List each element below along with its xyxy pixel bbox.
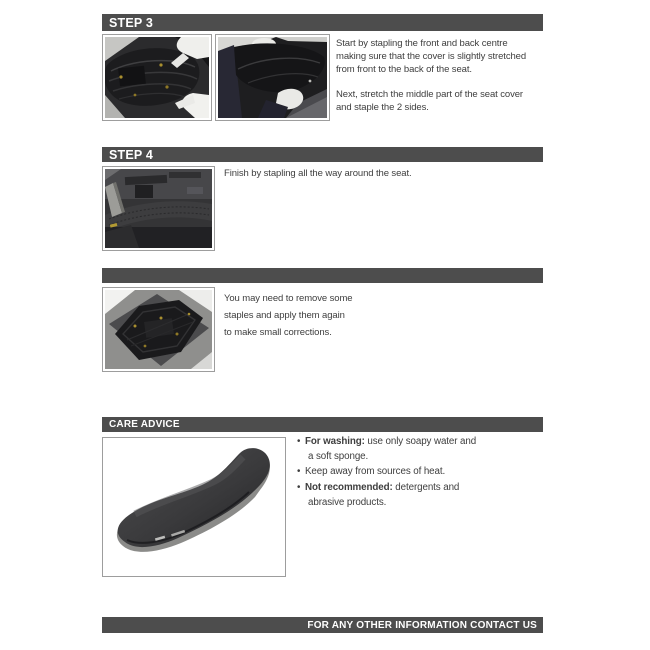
bullet-continuation: abrasive products. — [308, 496, 387, 508]
footer-label: FOR ANY OTHER INFORMATION CONTACT US — [307, 619, 537, 631]
bullet-rest: Keep away from sources of heat. — [305, 466, 446, 478]
bullet-text — [305, 480, 459, 495]
step3-header-bar — [102, 14, 543, 31]
text-line: Start by stapling the front and back centre — [336, 38, 508, 49]
care-header-bar — [102, 417, 543, 432]
care-advice-list — [297, 434, 542, 510]
step3-title: STEP 3 — [109, 15, 154, 30]
text-line: Next, stretch the middle part of the seat cover — [336, 89, 523, 100]
step4-title: STEP 4 — [109, 147, 154, 162]
care-bullet — [297, 480, 542, 495]
bullet-text — [305, 464, 445, 479]
footer-bar — [102, 617, 543, 633]
cover-stretch-illustration — [218, 37, 327, 118]
bullet-continuation: a soft sponge. — [308, 451, 369, 463]
care-title: CARE ADVICE — [109, 419, 180, 430]
care-bullet — [297, 464, 542, 479]
bullet-rest: use only soapy water and — [364, 436, 477, 447]
photo-seat-underside-stapling — [102, 34, 212, 121]
paragraph-gap — [336, 76, 546, 88]
care-bullet — [297, 434, 542, 449]
photo-seat-bottom-view — [102, 287, 215, 372]
seat-bottom-illustration — [105, 290, 212, 369]
bullet-bold: For washing: — [305, 436, 365, 447]
photo-seat-edge-stapling — [102, 166, 215, 251]
photo-seat-cover-stretching — [215, 34, 330, 121]
text-line: You may need to remove some — [224, 293, 353, 304]
bullet-bold: Not recommended: — [305, 481, 393, 493]
seat-edge-illustration — [105, 169, 212, 248]
photo-seat-cover-product — [102, 437, 286, 577]
text-line: Finish by stapling all the way around the seat. — [224, 168, 412, 179]
seat-render-illustration — [105, 440, 283, 574]
bullet-text — [305, 434, 476, 449]
text-line: from front to the back of the seat. — [336, 64, 472, 75]
bullet-icon: • — [297, 481, 301, 493]
corrections-header-bar — [102, 268, 543, 283]
text-line: staples and apply them again — [224, 310, 345, 321]
bullet-icon: • — [297, 466, 301, 478]
step4-header-bar — [102, 147, 543, 162]
bullet-rest: detergents and — [392, 481, 460, 493]
text-line: to make small corrections. — [224, 327, 332, 338]
step3-instructions — [336, 37, 546, 114]
step4-instructions — [224, 167, 539, 180]
corrections-note — [224, 290, 424, 341]
text-line: and staple the 2 sides. — [336, 102, 429, 113]
seat-underside-illustration — [105, 37, 209, 118]
bullet-icon: • — [297, 436, 301, 447]
text-line: making sure that the cover is slightly stretched — [336, 51, 527, 62]
